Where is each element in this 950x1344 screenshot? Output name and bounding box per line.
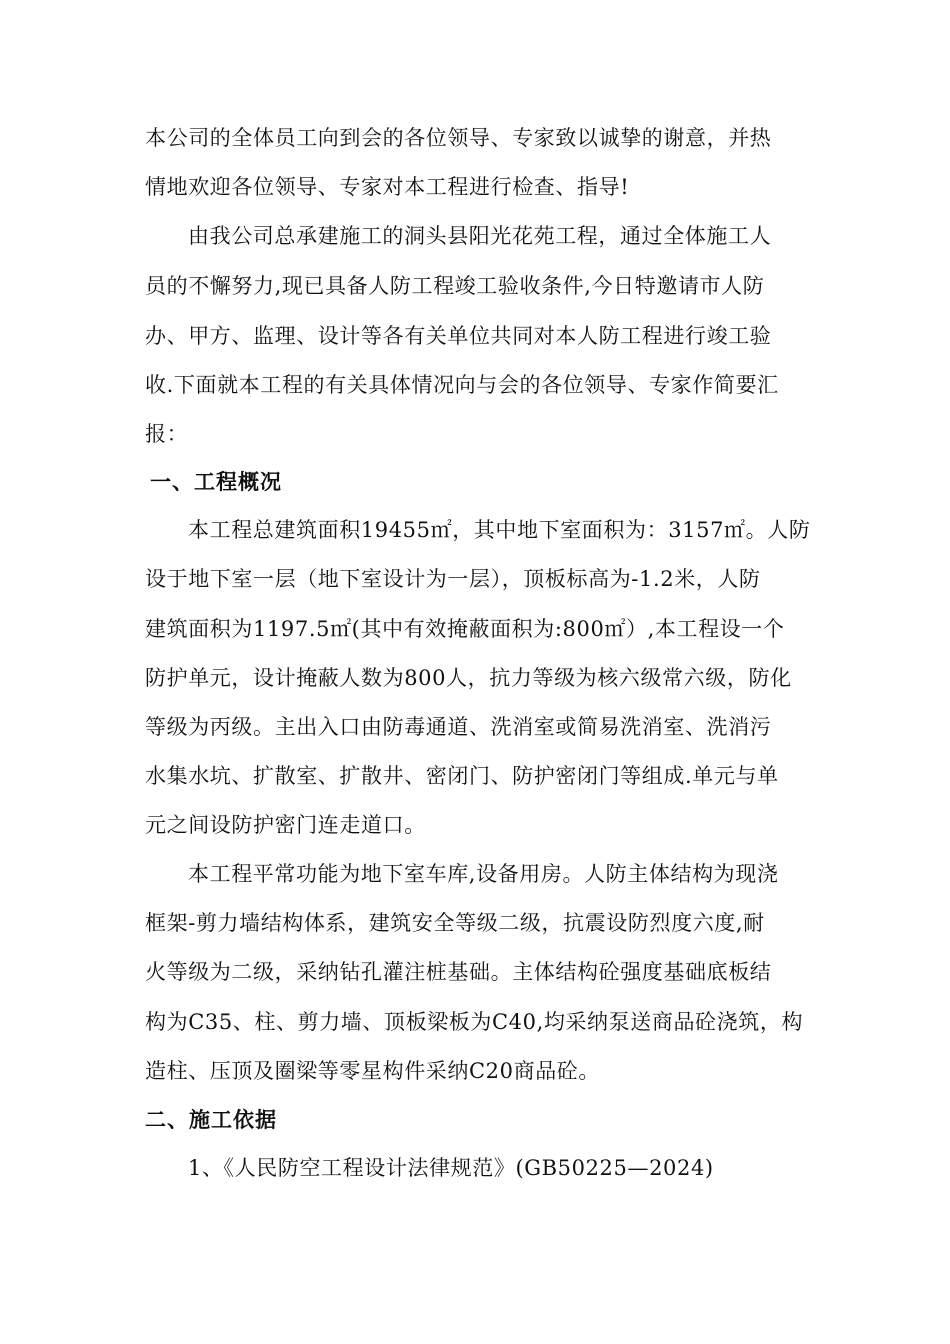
paragraph-line: 等级为丙级。主出入口由防毒通道、洗消室或简易洗消室、洗消污: [145, 715, 772, 739]
paragraph-line: 造柱、压顶及圈梁等零星构件采纳C20商品砼。: [145, 1059, 600, 1083]
paragraph-line: 办、甲方、监理、设计等各有关单位共同对本人防工程进行竣工验: [145, 324, 772, 348]
paragraph-line: 收.下面就本工程的有关具体情况向与会的各位领导、专家作简要汇: [145, 373, 779, 397]
paragraph-line: 框架-剪力墙结构体系，建筑安全等级二级，抗震设防烈度六度,耐: [145, 911, 765, 935]
paragraph-line: 本公司的全体员工向到会的各位领导、专家致以诚挚的谢意，并热: [145, 126, 772, 150]
paragraph-line: 本工程平常功能为地下室车库,设备用房。人防主体结构为现浇: [188, 862, 779, 886]
reference-list-item: 1、《人民防空工程设计法律规范》(GB50225—2024): [188, 1156, 714, 1180]
section-heading: 一、工程概况: [150, 470, 282, 494]
paragraph-line: 报：: [145, 422, 189, 446]
paragraph-line: 情地欢迎各位领导、专家对本工程进行检查、指导!: [145, 175, 630, 199]
paragraph-line: 构为C35、柱、剪力墙、顶板梁板为C40,均采纳泵送商品砼浇筑，构: [145, 1010, 804, 1034]
paragraph-line: 建筑面积为1197.5㎡(其中有效掩蔽面积为:800㎡）,本工程设一个: [145, 617, 785, 641]
paragraph-line: 员的不懈努力,现已具备人防工程竣工验收条件,今日特邀请市人防: [145, 274, 765, 298]
paragraph-line: 本工程总建筑面积19455㎡，其中地下室面积为：3157㎡。人防: [188, 518, 811, 542]
paragraph-line: 元之间设防护密门连走道口。: [145, 813, 426, 837]
paragraph-line: 设于地下室一层（地下室设计为一层），顶板标高为-1.2米，人防: [145, 567, 761, 591]
section-heading: 二、施工依据: [145, 1108, 277, 1132]
paragraph-line: 由我公司总承建施工的洞头县阳光花苑工程，通过全体施工人: [188, 224, 772, 248]
paragraph-line: 防护单元，设计掩蔽人数为800人，抗力等级为核六级常六级，防化: [145, 666, 792, 690]
paragraph-line: 火等级为二级，采纳钻孔灌注桩基础。主体结构砼强度基础底板结: [145, 960, 772, 984]
paragraph-line: 水集水坑、扩散室、扩散井、密闭门、防护密闭门等组成.单元与单: [145, 764, 779, 788]
